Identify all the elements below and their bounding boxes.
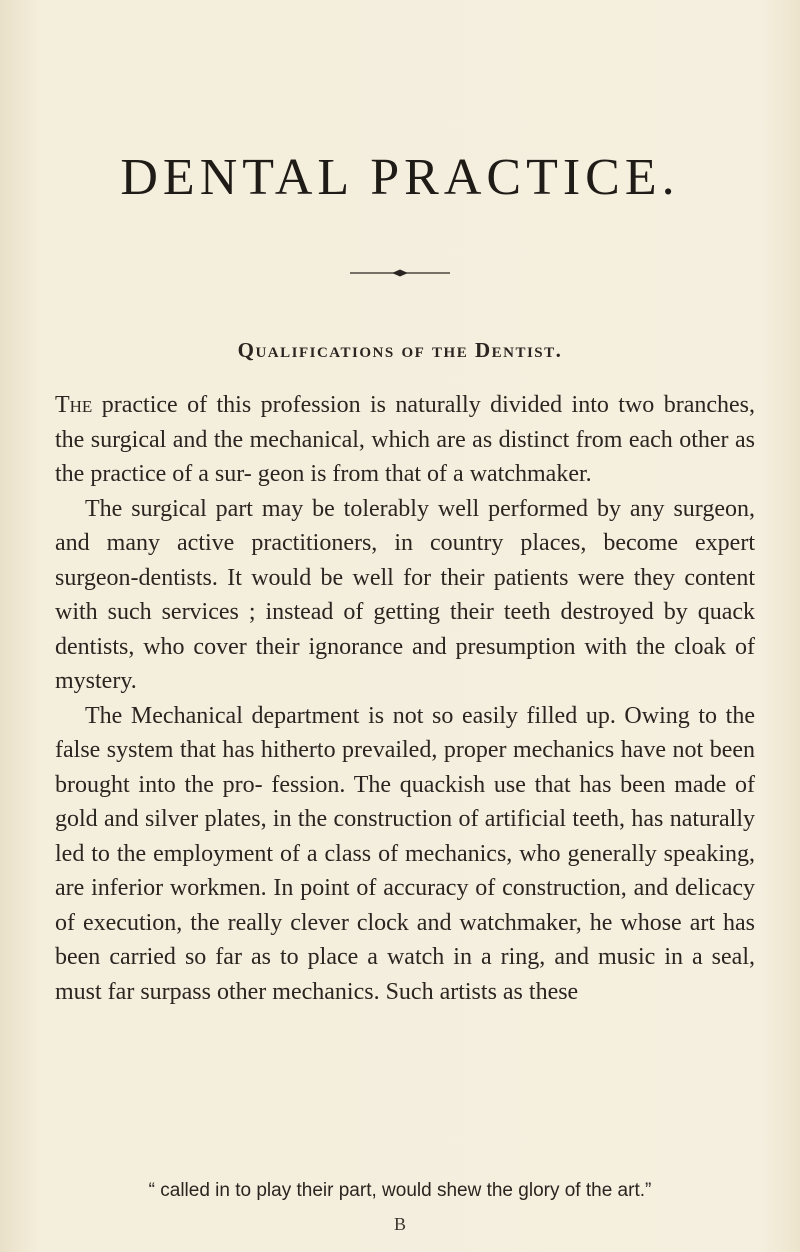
body-text: [55, 388, 755, 1009]
paragraph: The surgical part may be tolerably well performed by any surgeon, and many active practitioners, in country places, become expert surgeon-dentists. It would be well for their patients were they content with such services ; instead of getting their teeth destroyed by quack dentists, who cover their ignorance and presumption with the cloak of mystery.: [55, 495, 755, 694]
ornamental-divider: [350, 268, 450, 278]
page-title: DENTAL PRACTICE.: [120, 149, 680, 206]
paragraph-lead-word: The: [55, 392, 93, 418]
paragraph-text: practice of this profession is naturally divided into two branches, the surgical and the mechanical, which are as distinct from each other as the practice of a sur- geon is from that of a watchmaker.: [55, 392, 755, 487]
signature-mark: B: [393, 1214, 406, 1234]
quotation: “ called in to play their part, would shew the glory of the art.”: [148, 1180, 652, 1201]
paragraph: The Mechanical department is not so easily filled up. Owing to the false system that has hitherto prevailed, proper mechanics have not been brought into the pro- fession. The quackish use that has been made of gold and silver plates, in the construction of artificial teeth, has naturally led to the employment of a class of mechanics, who generally speaking, are inferior workmen. In point of accuracy of construction, and delicacy of execution, the really clever clock and watchmaker, he whose art has been carried so far as to place a watch in a ring, and music in a seal, must far surpass other mechanics. Such artists as these: [55, 702, 755, 1005]
paragraph: [55, 388, 755, 492]
section-heading: Qualifications of the Dentist.: [237, 338, 563, 362]
